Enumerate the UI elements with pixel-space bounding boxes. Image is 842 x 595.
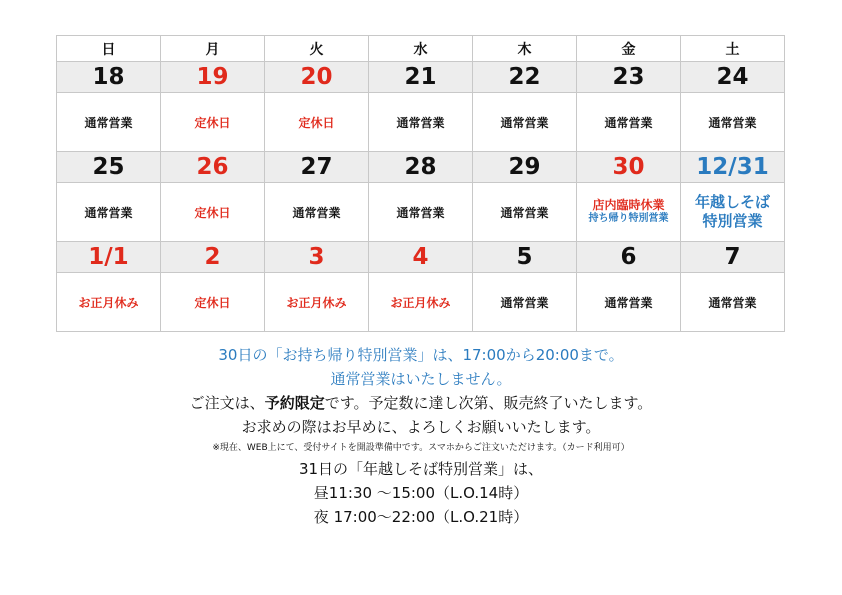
date-row	[57, 242, 785, 273]
date-cell: 29	[473, 152, 577, 183]
notice-reservation-emphasis: 予約限定	[264, 394, 325, 412]
weekday-thu: 木	[473, 36, 577, 62]
notice-reservation-c: です。予定数に達し次第、販売終了いたします。	[324, 394, 653, 412]
status-cell	[161, 93, 265, 152]
status-cell	[161, 183, 265, 242]
notice-takeout-hours: 30日の「お持ち帰り特別営業」は、17:00から20:00まで。	[218, 346, 624, 364]
weekday-header-row	[57, 36, 785, 62]
date-cell: 6	[577, 242, 681, 273]
status-label: 通常営業	[292, 205, 341, 220]
status-cell	[369, 273, 473, 332]
status-label: 通常営業	[708, 115, 757, 130]
weekday-fri: 金	[577, 36, 681, 62]
notice-web-site: ※現在、WEB上にて、受付サイトを開設準備中です。スマホからご注文いただけます。（カード利用可）	[212, 443, 630, 453]
date-cell: 4	[369, 242, 473, 273]
status-label: 通常営業	[396, 115, 445, 130]
status-label: 通常営業	[396, 205, 445, 220]
date-cell: 27	[265, 152, 369, 183]
notice-early-order: お求めの際はお早めに、よろしくお願いいたします。	[241, 418, 601, 436]
status-cell	[57, 93, 161, 152]
notice-soba-dinner: 夜 17:00～22:00（L.O.21時）	[313, 508, 529, 526]
status-cell	[265, 273, 369, 332]
date-row	[57, 62, 785, 93]
status-label: 店内臨時休業	[592, 198, 665, 213]
status-cell	[681, 93, 785, 152]
status-label: 定休日	[298, 115, 335, 130]
date-cell: 18	[57, 62, 161, 93]
status-cell	[265, 183, 369, 242]
date-cell: 23	[577, 62, 681, 93]
notice-reservation-a: ご注文は、	[189, 394, 265, 412]
date-cell: 28	[369, 152, 473, 183]
status-label: 通常営業	[500, 295, 549, 310]
status-cell	[369, 183, 473, 242]
status-sublabel: 持ち帰り特別営業	[588, 213, 669, 225]
date-cell: 25	[57, 152, 161, 183]
date-cell: 20	[265, 62, 369, 93]
status-cell	[473, 93, 577, 152]
business-calendar	[56, 35, 785, 332]
notice-no-regular: 通常営業はいたしません。	[330, 370, 512, 388]
status-label: お正月休み	[390, 295, 451, 310]
weekday-sun: 日	[57, 36, 161, 62]
weekday-wed: 水	[369, 36, 473, 62]
status-label: 通常営業	[84, 205, 133, 220]
status-label: 定休日	[194, 205, 231, 220]
date-cell: 7	[681, 242, 785, 273]
date-row	[57, 152, 785, 183]
status-row	[57, 273, 785, 332]
status-label: 定休日	[194, 295, 231, 310]
status-label: 定休日	[194, 115, 231, 130]
status-cell	[57, 183, 161, 242]
status-row	[57, 183, 785, 242]
status-label: 通常営業	[500, 115, 549, 130]
date-cell: 26	[161, 152, 265, 183]
status-cell	[473, 273, 577, 332]
notice-block	[0, 343, 842, 529]
status-label: 通常営業	[84, 115, 133, 130]
date-cell: 19	[161, 62, 265, 93]
status-cell	[473, 183, 577, 242]
date-cell: 3	[265, 242, 369, 273]
date-cell: 30	[577, 152, 681, 183]
status-cell	[681, 183, 785, 242]
status-cell	[577, 183, 681, 242]
status-cell	[681, 273, 785, 332]
date-cell: 2	[161, 242, 265, 273]
notice-soba-title: 31日の「年越しそば特別営業」は、	[298, 460, 544, 478]
status-label: お正月休み	[286, 295, 347, 310]
status-sublabel: 特別営業	[702, 212, 763, 230]
status-row	[57, 93, 785, 152]
status-cell	[577, 273, 681, 332]
notice-reservation	[0, 391, 842, 415]
status-cell	[577, 93, 681, 152]
date-cell: 21	[369, 62, 473, 93]
date-cell: 1/1	[57, 242, 161, 273]
notice-soba-lunch: 昼11:30 ～15:00（L.O.14時）	[313, 484, 529, 502]
weekday-sat: 土	[681, 36, 785, 62]
weekday-mon: 月	[161, 36, 265, 62]
status-label: 通常営業	[708, 295, 757, 310]
status-label: 通常営業	[604, 115, 653, 130]
weekday-tue: 火	[265, 36, 369, 62]
status-cell	[369, 93, 473, 152]
status-cell	[161, 273, 265, 332]
status-label: 通常営業	[604, 295, 653, 310]
date-cell: 12/31	[681, 152, 785, 183]
date-cell: 5	[473, 242, 577, 273]
status-cell	[265, 93, 369, 152]
date-cell: 24	[681, 62, 785, 93]
status-label: 通常営業	[500, 205, 549, 220]
status-label: お正月休み	[78, 295, 139, 310]
status-label: 年越しそば	[694, 193, 770, 212]
date-cell: 22	[473, 62, 577, 93]
status-cell	[57, 273, 161, 332]
